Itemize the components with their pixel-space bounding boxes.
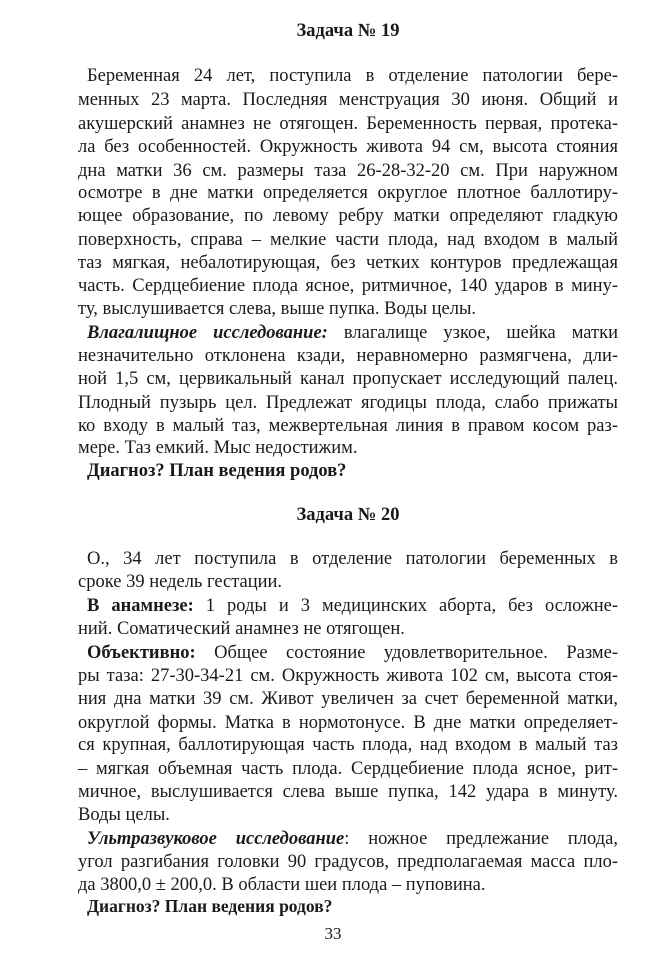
task-19-exam-line-1	[87, 321, 618, 345]
task-19-line-7: ющее образование, по левому ребру матки определяют гладкую	[78, 206, 618, 226]
task-19-title: Задача № 19	[296, 21, 400, 41]
task-20-objective-line-7: мичное, выслушивается слева выше пупка, 142 удара в минуту.	[78, 782, 618, 802]
task-20-question: Диагноз? План ведения родов?	[87, 896, 333, 916]
task-20-title: Задача № 20	[296, 505, 400, 525]
task-20-anamnesis-line-1	[87, 594, 618, 618]
task-20-us-line-2: угол разгибания головки 90 градусов, предполагаемая масса пло-	[78, 852, 618, 872]
task-19-line-4: ла без особенностей. Окружность живота 94 см, высота стояния	[78, 137, 618, 157]
objective-label: Объективно:	[87, 643, 196, 663]
objective-text: Общее состояние удовлетворительное. Разме-	[195, 643, 618, 663]
task-19-line-3: акушерский анамнез не отягощен. Беременность первая, протека-	[78, 114, 618, 134]
task-20-intro-line-1: О., 34 лет поступила в отделение патологии беременных в	[87, 549, 618, 569]
task-20-us-line-3: да 3800,0 ± 200,0. В области шеи плода – пуповина.	[78, 875, 486, 895]
vaginal-exam-text: влагалище узкое, шейка матки	[327, 323, 618, 343]
task-19-line-8: поверхность, справа – мелкие части плода, над входом в малый	[78, 230, 618, 250]
task-20-objective-line-5: ся крупная, баллотирующая часть плода, над входом в малый таз	[78, 735, 618, 755]
task-20-objective-line-1	[87, 641, 618, 665]
page-number: 33	[324, 924, 342, 943]
task-19-exam-line-3: ной 1,5 см, цервикальный канал пропускает исследующий палец.	[78, 369, 618, 389]
task-20-intro-line-2: сроке 39 недель гестации.	[78, 572, 283, 592]
task-19-exam-line-2: незначительно отклонена кзади, неравномерно размягчена, дли-	[78, 346, 618, 366]
task-19-line-6: осмотре в дне матки определяется округлое плотное баллотиру-	[78, 183, 618, 203]
task-20-objective-line-8: Воды целы.	[78, 805, 170, 825]
task-20-objective-line-4: округлой формы. Матка в нормотонусе. В дне матки определяет-	[78, 713, 618, 733]
task-20-objective-line-6: – мягкая объемная часть плода. Сердцебиение плода ясное, рит-	[78, 759, 618, 779]
vaginal-exam-label: Влагалищное исследование:	[87, 323, 328, 343]
task-19-line-11: ту, выслушивается слева, выше пупка. Воды целы.	[78, 299, 477, 319]
task-20-anamnesis-line-2: ний. Соматический анамнез не отягощен.	[78, 619, 405, 639]
task-19-exam-line-4: Плодный пузырь цел. Предлежат ягодицы плода, слабо прижаты	[78, 393, 618, 413]
task-19-line-1: Беременная 24 лет, поступила в отделение патологии бере-	[87, 66, 618, 86]
task-19-question: Диагноз? План ведения родов?	[87, 461, 347, 481]
task-19-line-5: дна матки 36 см. размеры таза 26-28-32-20 см. При наружном	[78, 161, 618, 181]
ultrasound-text: : ножное предлежание плода,	[344, 829, 619, 849]
ultrasound-label: Ультразвуковое исследование	[87, 829, 345, 849]
task-19-line-10: часть. Сердцебиение плода ясное, ритмичное, 140 ударов в мину-	[78, 276, 618, 296]
task-19-exam-line-5: ко входу в малый таз, межвертельная линия в правом косом раз-	[78, 416, 618, 436]
task-19-line-2: менных 23 марта. Последняя менструация 30 июня. Общий и	[78, 90, 618, 110]
task-20-objective-line-2: ры таза: 27-30-34-21 см. Окружность живота 102 см, высота стоя-	[78, 666, 618, 686]
anamnesis-label: В анамнезе:	[87, 596, 194, 616]
task-20-objective-line-3: ния дна матки 39 см. Живот увеличен за счет беременной матки,	[78, 689, 618, 709]
task-19-exam-line-6: мере. Таз емкий. Мыс недостижим.	[78, 438, 358, 458]
task-19-line-9: таз мягкая, небалотирующая, без четких контуров предлежащая	[78, 253, 618, 273]
task-20-us-line-1	[87, 827, 618, 851]
anamnesis-text: 1 роды и 3 медицинских аборта, без осложне-	[193, 596, 618, 616]
